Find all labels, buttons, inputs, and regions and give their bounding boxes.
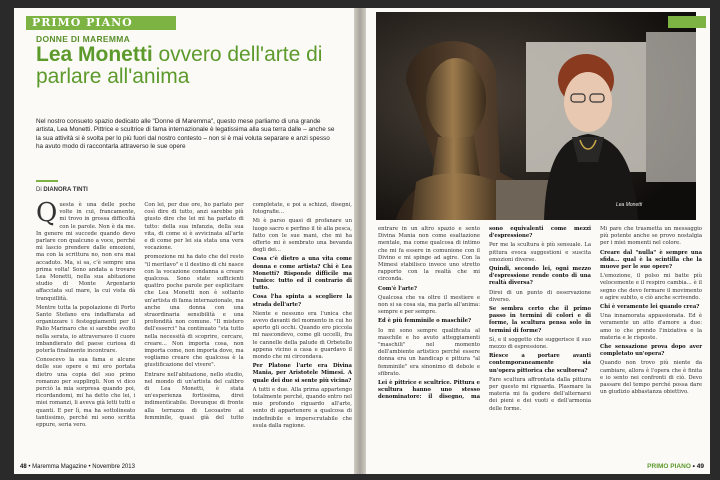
paragraph: A tutti e due. Alla prima appartengo totalmente perché, quando entro nel mio profondo riguardo all'arte, sento di appartenere a qualcosa di indefinibile e imperscrutabile che esula dalla ragione.	[252, 386, 352, 429]
paragraph: Mi è parso quasi di profanare un luogo sacro e perfino il tè alla pesca, fatto con le sue mani, che mi ha offerto mi è sembrato una bevanda degli dei...	[252, 218, 352, 254]
paragraph: Per me la scultura è più sensuale. La pittura evoca suggestioni e suscita emozioni diverse.	[489, 242, 591, 263]
paragraph: entrare in un altro spazio e sento Divina Mania non come esaltazione mentale, ma come qualcosa di intimo che mi fa essere in comunione con il Divino e mi spinge ad agire. Con la Mimesi stabilisco invece uno stretto rapporto con la realtà che mi circonda.	[378, 226, 480, 283]
artist-face	[564, 72, 612, 132]
paragraph: Fare scultura affrontata dalla pittura per questo mi riguarda. Plasmare la materia mi fa godere dell'alternarsi dei pieni e dei vuoti e dell'armonia delle forme.	[489, 376, 591, 412]
question: Creare dal "nulla" è sempre una sfida... qual è la scintilla che la muove per le sue opere?	[600, 249, 702, 271]
bust-face	[426, 58, 486, 142]
paragraph: Quando non trovo più niente da cambiare, allora è l'opera che è finita e io sento nei confronti di ciò. Devo passare del tempo perché possa dare un giudizio abbastanza obiettivo.	[600, 360, 702, 396]
question: Chi è veramente lei quando crea?	[600, 304, 700, 311]
paragraph: Una innamorata appassionata. Ed è veramente un atto d'amore a due: amo io che prendo l'iniziativa e la materia e le risposte.	[600, 313, 702, 341]
headline-name: Lea Monetti	[36, 43, 153, 66]
right-page	[366, 8, 710, 474]
question: Cosa l'ha spinta a scegliere la strada dell'arte?	[252, 294, 352, 308]
photo-caption: Lea Monetti	[616, 202, 643, 208]
dropcap: Q	[36, 198, 58, 228]
question: Lei è pittrice e scultrice. Pittura e scultura hanno uno stesso denominatore: il disegno, ma sono equivalenti come mezzi d'espressione?	[378, 226, 591, 401]
paragraph: Niente e nessuno era l'unica che avevo davanti del momento in cui ho aperto gli occhi. Quando ero piccola mi nascondevo, come gli uccelli, fra le cannelle della palude di Orbetello appena vicino a casa e guardavo il mondo che mi circondava.	[252, 310, 352, 361]
paragraph: Io mi sono sempre qualificata al maschile e ho avuto atteggiamenti "maschili" nel momento dell'ambiente artistico perché essere donna era un handicap e pittura "al femminile" era sinonimo di debole e sfibrato.	[378, 327, 480, 377]
question: Riesce a portare avanti contemporaneamente sia un'opera pittorica che scultorea?	[489, 353, 591, 374]
paragraph: Mi pare che trasmetta un messaggio più potente anche se provo nostalgia per i miei momenti nel colore.	[600, 226, 702, 247]
paragraph: Conoscevo la sua fama e alcune delle sue opere e mi ero portata dietro una copia del suo primo romanzo per supplirgli. Non vi dico perciò la mia sorpresa quando poi, ricordandomi, mi ha detto che lei, i miei romanzi, li aveva già letti tutti e quanti. E per lì, ma ha sottolineato tantissimo, perché mi sono scritta eppure, seria vero.	[36, 357, 136, 429]
article-headline	[36, 44, 346, 88]
bust-shoulders	[412, 173, 506, 220]
question: Che sensazione prova dopo aver completato un'opera?	[600, 344, 702, 358]
question: Se sembra certo che il primo passo in termini di colori e di forme, la scultura pensa solo in termini di forme?	[489, 306, 591, 334]
byline-prefix: Di	[36, 187, 42, 193]
paragraph: Mentre tutta la popolazione di Porto Santo Stefano era indaffarata ad organizzare i festeggiamenti per il Palio Marinaro che si sarebbe svolto nella serata, io attraversavo il cuore imbandierato del paese curiosa di poterla finalmente incontrare.	[36, 304, 136, 355]
paragraph: Qualcosa che va oltre il mestiere e non si sa cosa sia, ma parla all'anima: sempre e per sempre.	[378, 294, 480, 316]
paragraph: Con lei, per due ore, ho parlato per così dire di tutto, anzi sarebbe più giusto dire che lei mi ha parlato di tutto: della sua infanzia, della sua vita, di come si è avvicinata all'arte e di come per lei sia stata una vera vocazione.	[144, 202, 244, 252]
left-page	[14, 8, 354, 474]
footer-left: 48 • Maremma Magazine • Novembre 2013	[20, 464, 135, 470]
spine-gutter	[354, 8, 366, 474]
question: Per Platone l'arte era Divina Mania, per Aristotele Mimesi. A quale dei due si sente più vicina?	[252, 363, 352, 384]
question: Ed è più femminile o maschile?	[378, 318, 472, 325]
article-body-right	[378, 226, 702, 450]
artist-photo	[376, 12, 696, 220]
question: Cosa c'è dietro a una vita come donna e come artista? Chi è Lea Monetti? Risponde difficile ma l'unico: tutto ed il contrario di tutto.	[252, 256, 352, 292]
photo-illustration	[376, 12, 696, 220]
byline-author: DIANORA TINTI	[43, 187, 88, 193]
paragraph: Entrare nell'abitazione, nello studio, nel mondo di un'artista del calibro di Lea Monetti, è stata un'esperienza fortissima, direi indimenticabile. Dovunque di fronte alla terrazza di Lecoastre al femminile, quasi già del tutto completate, e poi a schizzi, disegni, fotografie...	[144, 202, 352, 421]
question: Quindi, secondo lei, ogni mezzo d'espressione rende conto di una realtà diversa?	[489, 266, 591, 287]
paragraph: L'emozione, il polso mi batte più velocemente e il respiro cambia... è il segno che devo fermare il movimento e agire subito, e ciò anche scrivendo.	[600, 273, 702, 301]
paragraph: Sì, e il soggetto che suggerisce il suo mezzo di espressione.	[489, 336, 591, 351]
byline	[36, 187, 88, 193]
paragraph: Questa è una delle poche volte in cui, francamente, mi trovo in grossa difficoltà con le parole. Non è da me. In genere mi succede quando devo parlare con qualcuno a voce, perché mi lascio prendere dalle emozioni, ma con la scrittura no, non era mai accaduto. Ma, si sa, c'è sempre una prima volta! Sono andata a trovare Lea Monetti, nella sua abitazione studio di Monte Argentario affacciata sul mare, la cui vista dà tranquillità.	[36, 198, 136, 302]
byline-rule	[36, 180, 58, 182]
question: Com'è l'arte?	[378, 285, 417, 292]
section-label: PRIMO PIANO	[26, 16, 176, 30]
kicker: DONNE DI MAREMMA	[36, 34, 131, 44]
article-body-left	[36, 198, 352, 450]
section-tab	[668, 16, 706, 28]
paragraph: promozione mi ha dato che del resto "il meritavo" e il destino di chi nasce con la vocazione condanna a creare qualcosa. Sono state sufficienti quattro poche parole per esplicitare che Lea Monetti non è soltanto un'artista di fama internazionale, ma anche una donna con una straordinaria sensibilità e una profondità non comune. "Il mistero dell'esserci" ha continuato "sta tutto nella necessità di scoprire, cercare, creare... Non importa cosa, non importa come, non importa dove, ma vogliamo creare che qualcosa è la giustificazione del vivere".	[144, 254, 244, 369]
paragraph: Direi di un punto di osservazione diverso.	[489, 289, 591, 303]
footer-right: PRIMO PIANO • 49	[647, 463, 704, 470]
headline-rest: ovvero dell'arte di parlare all'anima	[36, 43, 323, 88]
standfirst: Nel nostro consueto spazio dedicato alle "Donne di Maremma", questo mese parliamo di una grande artista, Lea Monetti. Pittrice e scultrice di fama internazionale è legatissima alla sua terra dalle – anche se la sua attività si è svolta per lo più fuori dal nostro contesto – non si è mai voluta separare e anzi spesso ha avuto modo di raccontarla attraverso le sue opere	[36, 118, 335, 151]
